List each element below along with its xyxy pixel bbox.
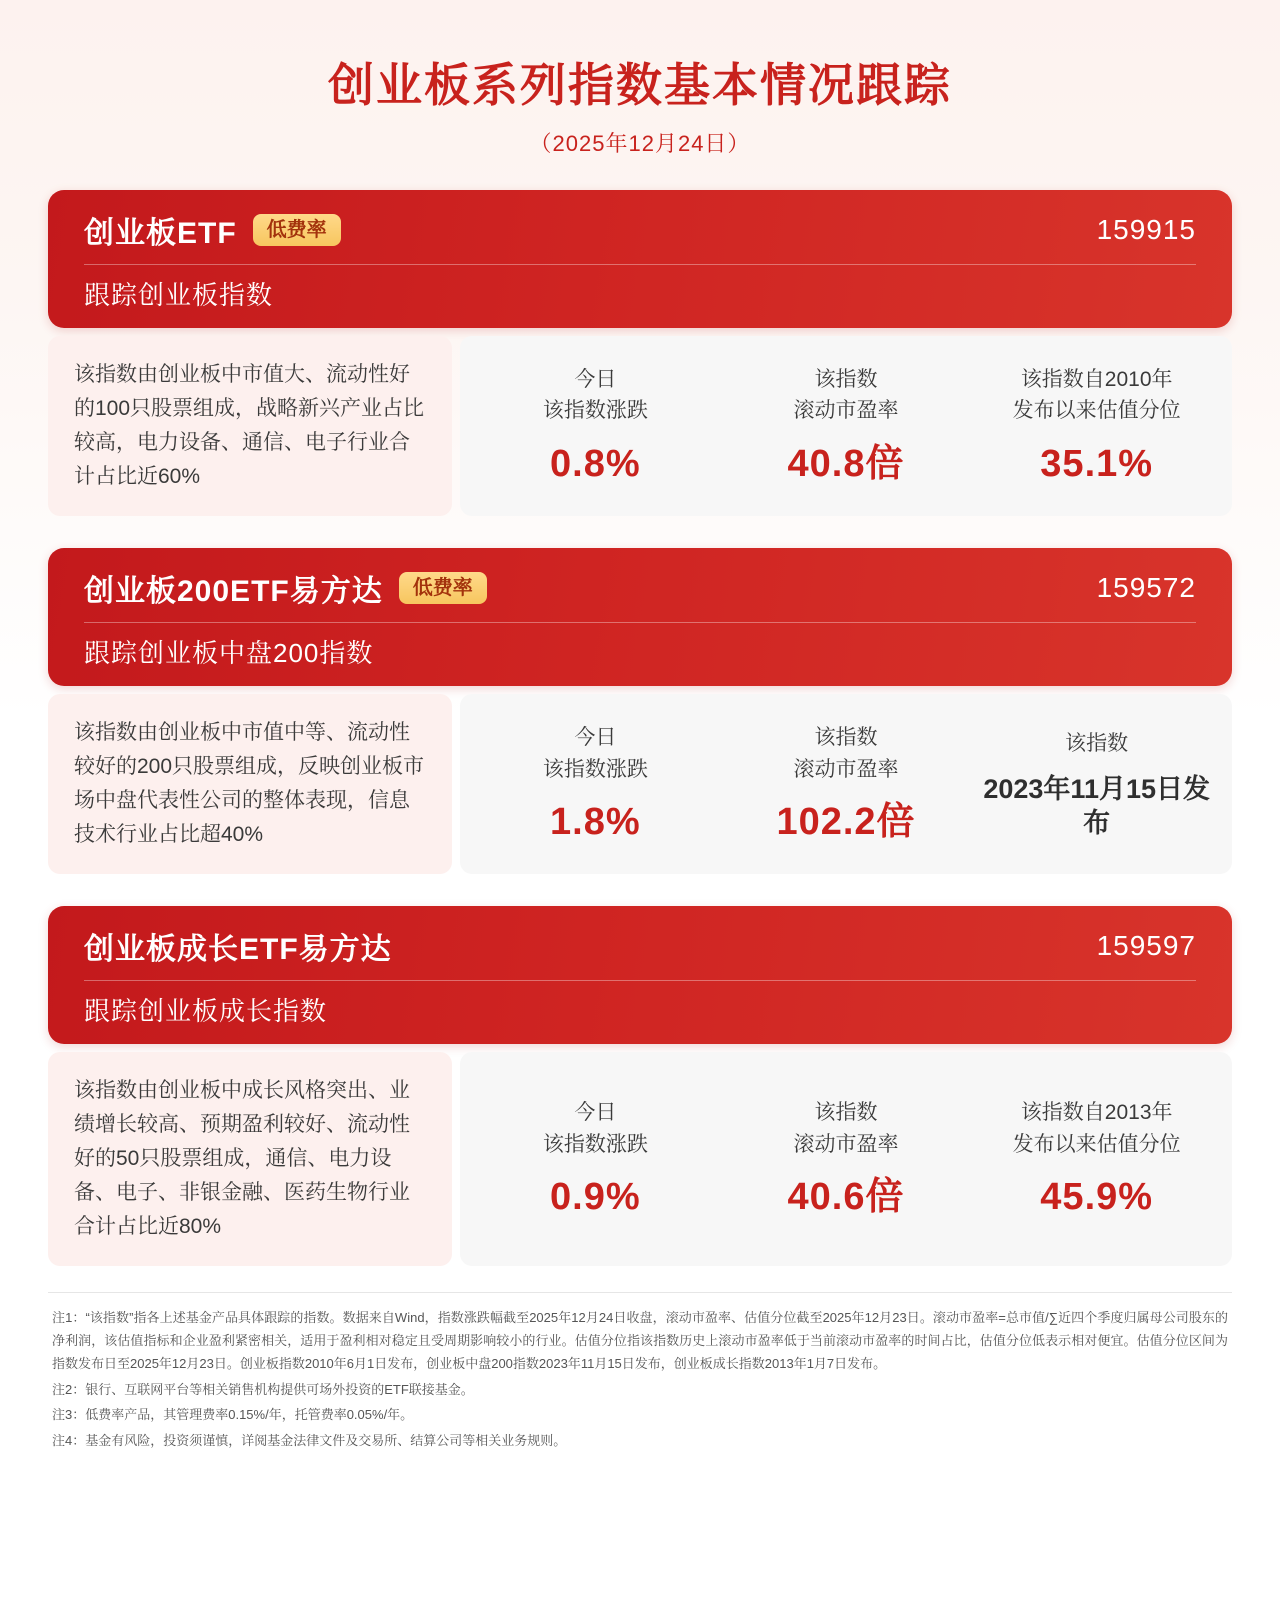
fund-card-header (48, 190, 1232, 328)
metric-label-line2: 该指数涨跌 (542, 1132, 648, 1156)
metric-label-line1: 今日 (574, 367, 617, 391)
fund-name: 创业板ETF (84, 217, 237, 251)
metric-label-line1: 该指数自2013年 (1020, 1101, 1173, 1125)
fund-name: 创业板成长ETF易方达 (84, 933, 392, 967)
footnote-1: 注1：“该指数”指各上述基金产品具体跟踪的指数。数据来自Wind，指数涨跌幅截至2025年12月24日收盘，滚动市盈率、估值分位截至2025年12月23日。滚动市盈率=总市值/∑近四个季度归属母公司股东的净利润，该估值指标和企业盈利紧密相关，适用于盈利相对稳定且受周期影响较小的行业。估值分位指该指数历史上滚动市盈率低于当前滚动市盈率的时间占比，估值分位低表示相对便宜。估值分位区间为指数发布日至2025年12月23日。创业板指数2010年6月1日发布，创业板中盘200指数2023年11月15日发布，创业板成长指数2013年1月7日发布。 (52, 1310, 1228, 1371)
metric-label-line1: 今日 (574, 1101, 617, 1125)
metric-item (470, 722, 721, 847)
metric-label-line1: 今日 (574, 726, 617, 750)
fund-code: 159915 (1096, 214, 1196, 246)
metrics-panel (460, 1052, 1232, 1266)
metric-value: 1.8% (550, 801, 641, 844)
index-description: 该指数由创业板中市值大、流动性好的100只股票组成，战略新兴产业占比较高，电力设备、通信、电子行业合计占比近60% (48, 336, 452, 516)
footnote-2: 注2：银行、互联网平台等相关销售机构提供可场外投资的ETF联接基金。 (52, 1381, 474, 1397)
header-divider (84, 622, 1196, 623)
metric-item (721, 1097, 972, 1222)
footnote-4: 注4：基金有风险，投资须谨慎，详阅基金法律文件及交易所、结算公司等相关业务规则。 (52, 1433, 567, 1449)
metric-label-line1: 该指数 (814, 1101, 878, 1125)
fund-card-body (48, 694, 1232, 874)
fund-name: 创业板200ETF易方达 (84, 575, 383, 609)
metric-value: 0.8% (550, 442, 641, 485)
metric-value: 40.8倍 (787, 442, 905, 485)
metrics-panel (460, 694, 1232, 874)
metric-item (470, 1097, 721, 1222)
fund-card-body (48, 336, 1232, 516)
metric-item (721, 364, 972, 489)
tracked-index-name: 跟踪创业板成长指数 (84, 996, 328, 1027)
low-fee-badge: 低费率 (399, 572, 487, 604)
metric-item (971, 728, 1222, 841)
fund-card-header-top (84, 566, 1196, 610)
metric-label-line2: 该指数涨跌 (542, 757, 648, 781)
metric-value: 102.2倍 (776, 801, 916, 844)
page-header (48, 0, 1232, 158)
tracked-index-name: 跟踪创业板指数 (84, 280, 274, 311)
metric-item (971, 1097, 1222, 1222)
metric-label-line2: 发布以来估值分位 (1012, 1132, 1181, 1156)
fund-code: 159597 (1096, 930, 1196, 962)
metric-label-line1: 该指数自2010年 (1020, 367, 1173, 391)
metric-label-line1: 该指数 (814, 367, 878, 391)
fund-card-header (48, 906, 1232, 1044)
metric-value: 35.1% (1040, 442, 1154, 485)
fund-identity (84, 208, 341, 252)
fund-card-header-top (84, 208, 1196, 252)
page-subtitle: （2025年12月24日） (529, 131, 751, 157)
metric-label-line1: 该指数 (1065, 731, 1129, 755)
header-divider (84, 980, 1196, 981)
fund-code: 159572 (1096, 572, 1196, 604)
metrics-panel (460, 336, 1232, 516)
metric-label-line2: 滚动市盈率 (793, 757, 899, 781)
low-fee-badge: 低费率 (253, 214, 341, 246)
metric-item (470, 364, 721, 489)
metric-value: 2023年11月15日发布 (983, 774, 1210, 839)
fund-identity (84, 566, 487, 610)
index-description: 该指数由创业板中成长风格突出、业绩增长较高、预期盈利较好、流动性好的50只股票组成，通信、电力设备、电子、非银金融、医药生物行业合计占比近80% (48, 1052, 452, 1266)
fund-card-header (48, 548, 1232, 686)
fund-card (48, 190, 1232, 516)
page-title: 创业板系列指数基本情况跟踪 (328, 59, 952, 111)
header-divider (84, 264, 1196, 265)
fund-card-body (48, 1052, 1232, 1266)
fund-card (48, 548, 1232, 874)
fund-card (48, 906, 1232, 1266)
metric-value: 0.9% (550, 1176, 641, 1219)
metric-label-line2: 滚动市盈率 (793, 399, 899, 423)
tracked-index-name: 跟踪创业板中盘200指数 (84, 638, 374, 669)
index-description: 该指数由创业板中市值中等、流动性较好的200只股票组成，反映创业板市场中盘代表性公司的整体表现，信息技术行业占比超40% (48, 694, 452, 874)
metric-value: 40.6倍 (787, 1176, 905, 1219)
metric-item (721, 722, 972, 847)
metric-label-line1: 该指数 (814, 726, 878, 750)
footnotes (48, 1292, 1232, 1453)
metric-label-line2: 该指数涨跌 (542, 399, 648, 423)
metric-value: 45.9% (1040, 1176, 1154, 1219)
metric-label-line2: 发布以来估值分位 (1012, 399, 1181, 423)
fund-identity (84, 924, 392, 968)
metric-label-line2: 滚动市盈率 (793, 1132, 899, 1156)
footnote-3: 注3：低费率产品，其管理费率0.15%/年，托管费率0.05%/年。 (52, 1407, 414, 1423)
metric-item (971, 364, 1222, 489)
fund-card-header-top (84, 924, 1196, 968)
